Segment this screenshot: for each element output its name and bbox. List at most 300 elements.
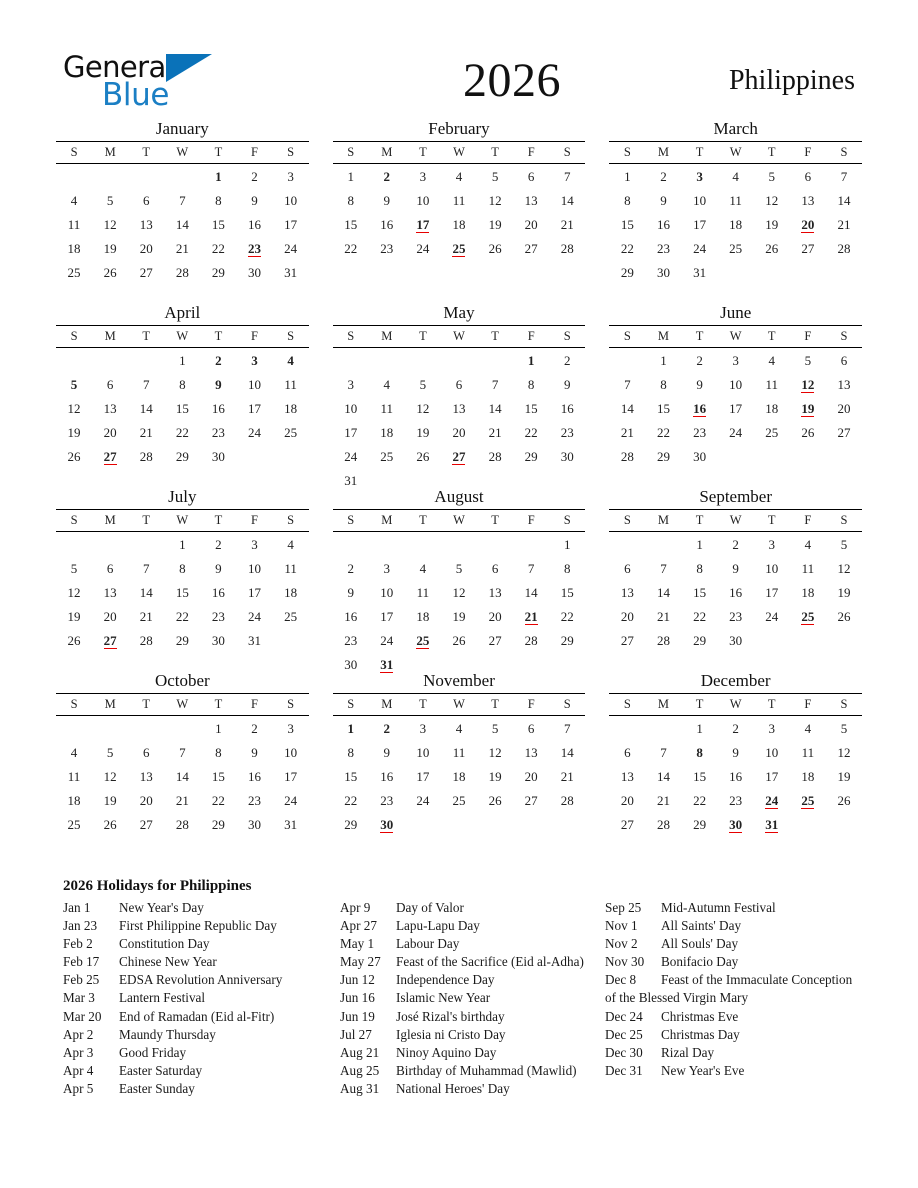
day-cell[interactable]: 24 <box>380 632 394 648</box>
day-cell[interactable]: 4 <box>455 168 463 184</box>
day-cell-holiday[interactable] <box>92 628 128 652</box>
day-cell[interactable]: 14 <box>524 584 538 600</box>
day-cell[interactable]: 28 <box>139 448 153 464</box>
day-cell[interactable]: 9 <box>732 560 739 576</box>
day-cell[interactable]: 1 <box>179 352 186 368</box>
day-cell[interactable]: 1 <box>215 720 222 736</box>
day-cell[interactable]: 11 <box>452 744 466 760</box>
day-cell[interactable]: 8 <box>564 560 571 576</box>
day-cell[interactable]: 21 <box>139 608 153 624</box>
day-cell[interactable]: 24 <box>284 792 298 808</box>
day-cell[interactable]: 23 <box>693 424 707 440</box>
day-cell[interactable]: 12 <box>416 400 430 416</box>
day-cell[interactable]: 9 <box>732 744 739 760</box>
day-cell[interactable]: 23 <box>729 792 743 808</box>
day-cell[interactable]: 5 <box>106 744 114 760</box>
day-cell[interactable]: 6 <box>804 168 812 184</box>
day-cell-holiday[interactable] <box>754 812 790 836</box>
day-cell[interactable]: 16 <box>211 400 225 416</box>
day-cell[interactable]: 18 <box>801 768 815 784</box>
day-cell[interactable]: 2 <box>696 352 703 368</box>
day-cell[interactable]: 6 <box>106 376 114 392</box>
day-cell[interactable]: 24 <box>693 240 707 256</box>
day-cell[interactable]: 7 <box>179 192 186 208</box>
day-cell[interactable]: 3 <box>768 720 775 736</box>
day-cell[interactable]: 25 <box>765 424 779 440</box>
day-cell-holiday[interactable] <box>790 396 826 420</box>
day-cell[interactable]: 26 <box>765 240 779 256</box>
day-cell[interactable]: 17 <box>765 584 779 600</box>
day-cell[interactable]: 12 <box>67 584 81 600</box>
day-cell[interactable]: 20 <box>103 424 117 440</box>
day-cell[interactable]: 2 <box>215 536 222 552</box>
day-cell[interactable]: 27 <box>620 632 634 648</box>
day-cell[interactable]: 11 <box>284 376 297 392</box>
day-cell[interactable]: 19 <box>103 240 117 256</box>
day-cell[interactable]: 24 <box>284 240 298 256</box>
day-cell[interactable]: 8 <box>347 744 354 760</box>
day-cell[interactable]: 2 <box>732 720 739 736</box>
day-cell[interactable]: 26 <box>488 792 502 808</box>
day-cell[interactable]: 29 <box>656 448 670 464</box>
day-cell[interactable]: 20 <box>452 424 466 440</box>
day-cell-holiday[interactable] <box>513 604 549 628</box>
day-cell[interactable]: 10 <box>380 584 394 600</box>
day-cell[interactable]: 27 <box>139 264 153 280</box>
day-cell[interactable]: 7 <box>624 376 631 392</box>
day-cell[interactable]: 28 <box>656 632 670 648</box>
day-cell[interactable]: 13 <box>488 584 502 600</box>
day-cell[interactable]: 19 <box>67 424 81 440</box>
day-cell[interactable]: 11 <box>67 216 81 232</box>
day-cell[interactable]: 29 <box>344 816 358 832</box>
day-cell[interactable]: 18 <box>765 400 779 416</box>
day-cell[interactable]: 30 <box>693 448 707 464</box>
day-cell[interactable]: 28 <box>139 632 153 648</box>
day-cell[interactable]: 9 <box>660 192 667 208</box>
day-cell[interactable]: 11 <box>801 560 815 576</box>
day-cell[interactable]: 10 <box>729 376 743 392</box>
day-cell[interactable]: 20 <box>103 608 117 624</box>
day-cell[interactable]: 23 <box>380 240 394 256</box>
day-cell[interactable]: 15 <box>344 216 358 232</box>
day-cell[interactable]: 24 <box>765 608 779 624</box>
day-cell[interactable]: 22 <box>620 240 634 256</box>
day-cell[interactable]: 26 <box>452 632 466 648</box>
day-cell[interactable]: 29 <box>524 448 538 464</box>
day-cell-holiday[interactable] <box>369 812 405 836</box>
day-cell-holiday[interactable] <box>441 236 477 260</box>
day-cell[interactable]: 3 <box>347 376 354 392</box>
day-cell[interactable]: 28 <box>656 816 670 832</box>
day-cell[interactable]: 5 <box>768 168 775 184</box>
day-cell[interactable]: 5 <box>840 536 848 552</box>
day-cell[interactable]: 16 <box>248 216 262 232</box>
day-cell[interactable]: 19 <box>765 216 779 232</box>
day-cell[interactable]: 17 <box>380 608 394 624</box>
day-cell[interactable]: 12 <box>103 768 117 784</box>
day-cell[interactable]: 14 <box>837 192 851 208</box>
day-cell[interactable]: 15 <box>211 216 225 232</box>
day-cell[interactable]: 16 <box>656 216 670 232</box>
day-cell[interactable]: 3 <box>287 168 294 184</box>
day-cell[interactable]: 15 <box>693 584 707 600</box>
day-cell[interactable]: 24 <box>416 792 430 808</box>
day-cell[interactable]: 7 <box>179 744 186 760</box>
day-cell[interactable]: 7 <box>142 376 150 392</box>
day-cell[interactable]: 23 <box>248 792 262 808</box>
day-cell[interactable]: 24 <box>344 448 358 464</box>
day-cell[interactable]: 23 <box>656 240 670 256</box>
day-cell[interactable]: 15 <box>693 768 707 784</box>
day-cell[interactable]: 26 <box>416 448 430 464</box>
day-cell[interactable]: 10 <box>416 192 430 208</box>
day-cell[interactable]: 18 <box>452 216 466 232</box>
day-cell[interactable]: 6 <box>527 720 535 736</box>
day-cell[interactable]: 11 <box>380 400 394 416</box>
day-cell[interactable]: 19 <box>488 216 502 232</box>
day-cell[interactable]: 29 <box>211 816 225 832</box>
day-cell[interactable]: 17 <box>416 768 430 784</box>
day-cell[interactable]: 3 <box>419 720 427 736</box>
day-cell-holiday[interactable] <box>92 444 128 468</box>
day-cell[interactable]: 23 <box>344 632 358 648</box>
day-cell[interactable]: 15 <box>211 768 225 784</box>
day-cell[interactable]: 10 <box>765 560 779 576</box>
day-cell[interactable]: 19 <box>452 608 466 624</box>
day-cell[interactable]: 31 <box>284 816 298 832</box>
day-cell[interactable]: 18 <box>452 768 466 784</box>
day-cell-holiday[interactable] <box>790 372 826 396</box>
day-cell-holiday[interactable] <box>513 348 549 373</box>
day-cell[interactable]: 21 <box>656 792 670 808</box>
day-cell[interactable]: 2 <box>564 352 571 368</box>
day-cell-holiday[interactable] <box>718 812 754 836</box>
day-cell[interactable]: 16 <box>380 216 394 232</box>
day-cell[interactable]: 17 <box>693 216 707 232</box>
day-cell[interactable]: 12 <box>488 192 502 208</box>
day-cell[interactable]: 26 <box>801 424 815 440</box>
day-cell[interactable]: 24 <box>248 608 262 624</box>
day-cell[interactable]: 14 <box>139 584 153 600</box>
day-cell[interactable]: 27 <box>139 816 153 832</box>
day-cell[interactable]: 7 <box>660 744 667 760</box>
day-cell-holiday[interactable] <box>56 372 92 396</box>
day-cell[interactable]: 21 <box>139 424 153 440</box>
day-cell[interactable]: 21 <box>488 424 502 440</box>
day-cell[interactable]: 29 <box>620 264 634 280</box>
day-cell[interactable]: 29 <box>211 264 225 280</box>
day-cell[interactable]: 7 <box>564 168 571 184</box>
day-cell[interactable]: 9 <box>251 192 258 208</box>
day-cell[interactable]: 6 <box>527 168 535 184</box>
day-cell[interactable]: 13 <box>103 400 117 416</box>
day-cell[interactable]: 11 <box>801 744 815 760</box>
day-cell[interactable]: 22 <box>211 792 225 808</box>
day-cell[interactable]: 22 <box>560 608 574 624</box>
day-cell[interactable]: 20 <box>620 792 634 808</box>
day-cell[interactable]: 5 <box>70 560 78 576</box>
day-cell[interactable]: 8 <box>179 560 186 576</box>
day-cell[interactable]: 15 <box>620 216 634 232</box>
day-cell[interactable]: 14 <box>175 216 189 232</box>
day-cell[interactable]: 27 <box>488 632 502 648</box>
day-cell[interactable]: 22 <box>524 424 538 440</box>
day-cell[interactable]: 7 <box>840 168 848 184</box>
day-cell[interactable]: 29 <box>175 448 189 464</box>
day-cell[interactable]: 23 <box>729 608 743 624</box>
day-cell[interactable]: 10 <box>344 400 358 416</box>
day-cell[interactable]: 17 <box>344 424 358 440</box>
day-cell[interactable]: 30 <box>656 264 670 280</box>
day-cell-holiday[interactable] <box>333 716 369 741</box>
day-cell[interactable]: 4 <box>455 720 463 736</box>
day-cell[interactable]: 12 <box>837 744 851 760</box>
day-cell[interactable]: 11 <box>729 192 742 208</box>
day-cell[interactable]: 31 <box>693 264 707 280</box>
day-cell[interactable]: 23 <box>211 424 225 440</box>
day-cell[interactable]: 28 <box>175 264 189 280</box>
day-cell[interactable]: 13 <box>103 584 117 600</box>
day-cell[interactable]: 16 <box>248 768 262 784</box>
day-cell[interactable]: 2 <box>660 168 667 184</box>
day-cell[interactable]: 31 <box>248 632 262 648</box>
day-cell[interactable]: 18 <box>380 424 394 440</box>
day-cell[interactable]: 17 <box>284 768 298 784</box>
day-cell[interactable]: 13 <box>620 584 634 600</box>
day-cell[interactable]: 6 <box>624 560 631 576</box>
day-cell[interactable]: 4 <box>804 536 812 552</box>
day-cell-holiday[interactable] <box>790 788 826 812</box>
day-cell[interactable]: 14 <box>560 744 574 760</box>
day-cell[interactable]: 4 <box>732 168 739 184</box>
day-cell[interactable]: 24 <box>416 240 430 256</box>
day-cell[interactable]: 22 <box>344 792 358 808</box>
day-cell[interactable]: 4 <box>419 560 427 576</box>
day-cell[interactable]: 13 <box>801 192 815 208</box>
day-cell[interactable]: 8 <box>347 192 354 208</box>
day-cell[interactable]: 20 <box>837 400 851 416</box>
day-cell[interactable]: 15 <box>560 584 574 600</box>
day-cell[interactable]: 28 <box>560 792 574 808</box>
day-cell[interactable]: 20 <box>488 608 502 624</box>
day-cell[interactable]: 13 <box>620 768 634 784</box>
day-cell[interactable]: 13 <box>524 744 538 760</box>
day-cell[interactable]: 23 <box>211 608 225 624</box>
day-cell-holiday[interactable] <box>369 164 405 189</box>
day-cell-holiday[interactable] <box>273 348 309 373</box>
day-cell[interactable]: 12 <box>488 744 502 760</box>
day-cell[interactable]: 27 <box>620 816 634 832</box>
day-cell[interactable]: 29 <box>693 816 707 832</box>
day-cell[interactable]: 9 <box>215 560 222 576</box>
day-cell[interactable]: 8 <box>660 376 667 392</box>
day-cell[interactable]: 1 <box>179 536 186 552</box>
day-cell[interactable]: 6 <box>491 560 499 576</box>
day-cell[interactable]: 25 <box>284 608 298 624</box>
day-cell[interactable]: 27 <box>837 424 851 440</box>
day-cell[interactable]: 19 <box>67 608 81 624</box>
day-cell[interactable]: 14 <box>488 400 502 416</box>
day-cell[interactable]: 1 <box>564 536 571 552</box>
day-cell[interactable]: 16 <box>729 584 743 600</box>
day-cell[interactable]: 3 <box>251 536 258 552</box>
day-cell[interactable]: 18 <box>284 584 298 600</box>
day-cell[interactable]: 14 <box>139 400 153 416</box>
day-cell[interactable]: 5 <box>840 720 848 736</box>
day-cell[interactable]: 9 <box>696 376 703 392</box>
day-cell[interactable]: 18 <box>801 584 815 600</box>
day-cell[interactable]: 27 <box>524 240 538 256</box>
day-cell-holiday[interactable] <box>790 212 826 236</box>
day-cell[interactable]: 20 <box>139 240 153 256</box>
day-cell[interactable]: 13 <box>837 376 851 392</box>
day-cell[interactable]: 10 <box>765 744 779 760</box>
day-cell[interactable]: 22 <box>175 424 189 440</box>
day-cell[interactable]: 29 <box>175 632 189 648</box>
day-cell[interactable]: 30 <box>211 632 225 648</box>
day-cell[interactable]: 26 <box>67 632 81 648</box>
day-cell[interactable]: 17 <box>248 400 262 416</box>
day-cell[interactable]: 7 <box>142 560 150 576</box>
day-cell[interactable]: 25 <box>67 264 81 280</box>
day-cell[interactable]: 21 <box>175 240 189 256</box>
day-cell[interactable]: 1 <box>347 168 354 184</box>
day-cell[interactable]: 9 <box>564 376 571 392</box>
day-cell[interactable]: 22 <box>344 240 358 256</box>
day-cell[interactable]: 11 <box>416 584 430 600</box>
day-cell[interactable]: 25 <box>380 448 394 464</box>
day-cell[interactable]: 30 <box>211 448 225 464</box>
day-cell[interactable]: 25 <box>452 792 466 808</box>
day-cell[interactable]: 7 <box>491 376 499 392</box>
day-cell[interactable]: 12 <box>103 216 117 232</box>
day-cell[interactable]: 20 <box>620 608 634 624</box>
day-cell[interactable]: 16 <box>344 608 358 624</box>
day-cell[interactable]: 26 <box>837 792 851 808</box>
day-cell[interactable]: 18 <box>67 240 81 256</box>
day-cell[interactable]: 2 <box>251 168 258 184</box>
day-cell[interactable]: 28 <box>620 448 634 464</box>
day-cell[interactable]: 10 <box>693 192 707 208</box>
day-cell[interactable]: 5 <box>491 720 499 736</box>
day-cell[interactable]: 3 <box>419 168 427 184</box>
day-cell[interactable]: 18 <box>284 400 298 416</box>
day-cell[interactable]: 16 <box>380 768 394 784</box>
day-cell[interactable]: 4 <box>70 192 78 208</box>
day-cell[interactable]: 1 <box>660 352 667 368</box>
day-cell[interactable]: 16 <box>729 768 743 784</box>
day-cell[interactable]: 13 <box>139 768 153 784</box>
day-cell[interactable]: 17 <box>248 584 262 600</box>
day-cell[interactable]: 3 <box>768 536 775 552</box>
day-cell[interactable]: 9 <box>251 744 258 760</box>
day-cell[interactable]: 27 <box>801 240 815 256</box>
day-cell[interactable]: 4 <box>70 744 78 760</box>
day-cell[interactable]: 22 <box>211 240 225 256</box>
day-cell[interactable]: 29 <box>560 632 574 648</box>
day-cell[interactable]: 14 <box>620 400 634 416</box>
day-cell[interactable]: 9 <box>383 744 391 760</box>
day-cell[interactable]: 30 <box>248 264 262 280</box>
day-cell[interactable]: 5 <box>455 560 463 576</box>
day-cell[interactable]: 4 <box>804 720 812 736</box>
day-cell[interactable]: 5 <box>804 352 812 368</box>
day-cell[interactable]: 3 <box>732 352 739 368</box>
day-cell[interactable]: 21 <box>560 216 574 232</box>
day-cell[interactable]: 19 <box>488 768 502 784</box>
day-cell[interactable]: 6 <box>142 744 150 760</box>
day-cell-holiday[interactable] <box>369 716 405 741</box>
day-cell[interactable]: 10 <box>248 560 262 576</box>
day-cell[interactable]: 16 <box>560 400 574 416</box>
day-cell-holiday[interactable] <box>682 740 718 764</box>
day-cell[interactable]: 17 <box>729 400 743 416</box>
day-cell[interactable]: 17 <box>765 768 779 784</box>
day-cell-holiday[interactable] <box>200 348 236 373</box>
day-cell[interactable]: 28 <box>524 632 538 648</box>
day-cell-holiday[interactable] <box>236 348 272 373</box>
day-cell[interactable]: 28 <box>175 816 189 832</box>
day-cell[interactable]: 3 <box>287 720 294 736</box>
day-cell[interactable]: 8 <box>527 376 535 392</box>
day-cell[interactable]: 14 <box>656 768 670 784</box>
day-cell[interactable]: 26 <box>837 608 851 624</box>
day-cell[interactable]: 22 <box>693 608 707 624</box>
day-cell[interactable]: 9 <box>347 584 354 600</box>
day-cell[interactable]: 13 <box>524 192 538 208</box>
day-cell[interactable]: 7 <box>527 560 535 576</box>
day-cell[interactable]: 12 <box>67 400 81 416</box>
day-cell[interactable]: 21 <box>656 608 670 624</box>
day-cell[interactable]: 30 <box>729 632 743 648</box>
day-cell-holiday[interactable] <box>200 164 236 189</box>
day-cell[interactable]: 19 <box>416 424 430 440</box>
day-cell-holiday[interactable] <box>682 164 718 189</box>
day-cell-holiday[interactable] <box>754 788 790 812</box>
day-cell[interactable]: 30 <box>560 448 574 464</box>
day-cell[interactable]: 28 <box>560 240 574 256</box>
day-cell[interactable]: 31 <box>344 472 358 488</box>
day-cell[interactable]: 28 <box>488 448 502 464</box>
day-cell[interactable]: 15 <box>175 584 189 600</box>
day-cell[interactable]: 14 <box>656 584 670 600</box>
day-cell[interactable]: 4 <box>768 352 775 368</box>
day-cell[interactable]: 29 <box>693 632 707 648</box>
day-cell[interactable]: 15 <box>344 768 358 784</box>
day-cell[interactable]: 27 <box>524 792 538 808</box>
day-cell[interactable]: 8 <box>624 192 631 208</box>
day-cell[interactable]: 2 <box>251 720 258 736</box>
day-cell[interactable]: 1 <box>696 720 703 736</box>
day-cell[interactable]: 21 <box>560 768 574 784</box>
day-cell[interactable]: 19 <box>103 792 117 808</box>
day-cell[interactable]: 2 <box>347 560 354 576</box>
day-cell[interactable]: 10 <box>284 192 298 208</box>
day-cell[interactable]: 25 <box>729 240 743 256</box>
day-cell-holiday[interactable] <box>790 604 826 628</box>
day-cell[interactable]: 19 <box>837 768 851 784</box>
day-cell[interactable]: 5 <box>419 376 427 392</box>
day-cell[interactable]: 10 <box>284 744 298 760</box>
day-cell-holiday[interactable] <box>682 396 718 420</box>
day-cell[interactable]: 31 <box>284 264 298 280</box>
day-cell[interactable]: 5 <box>491 168 499 184</box>
day-cell[interactable]: 10 <box>416 744 430 760</box>
day-cell[interactable]: 13 <box>452 400 466 416</box>
day-cell[interactable]: 22 <box>175 608 189 624</box>
day-cell-holiday[interactable] <box>200 372 236 396</box>
